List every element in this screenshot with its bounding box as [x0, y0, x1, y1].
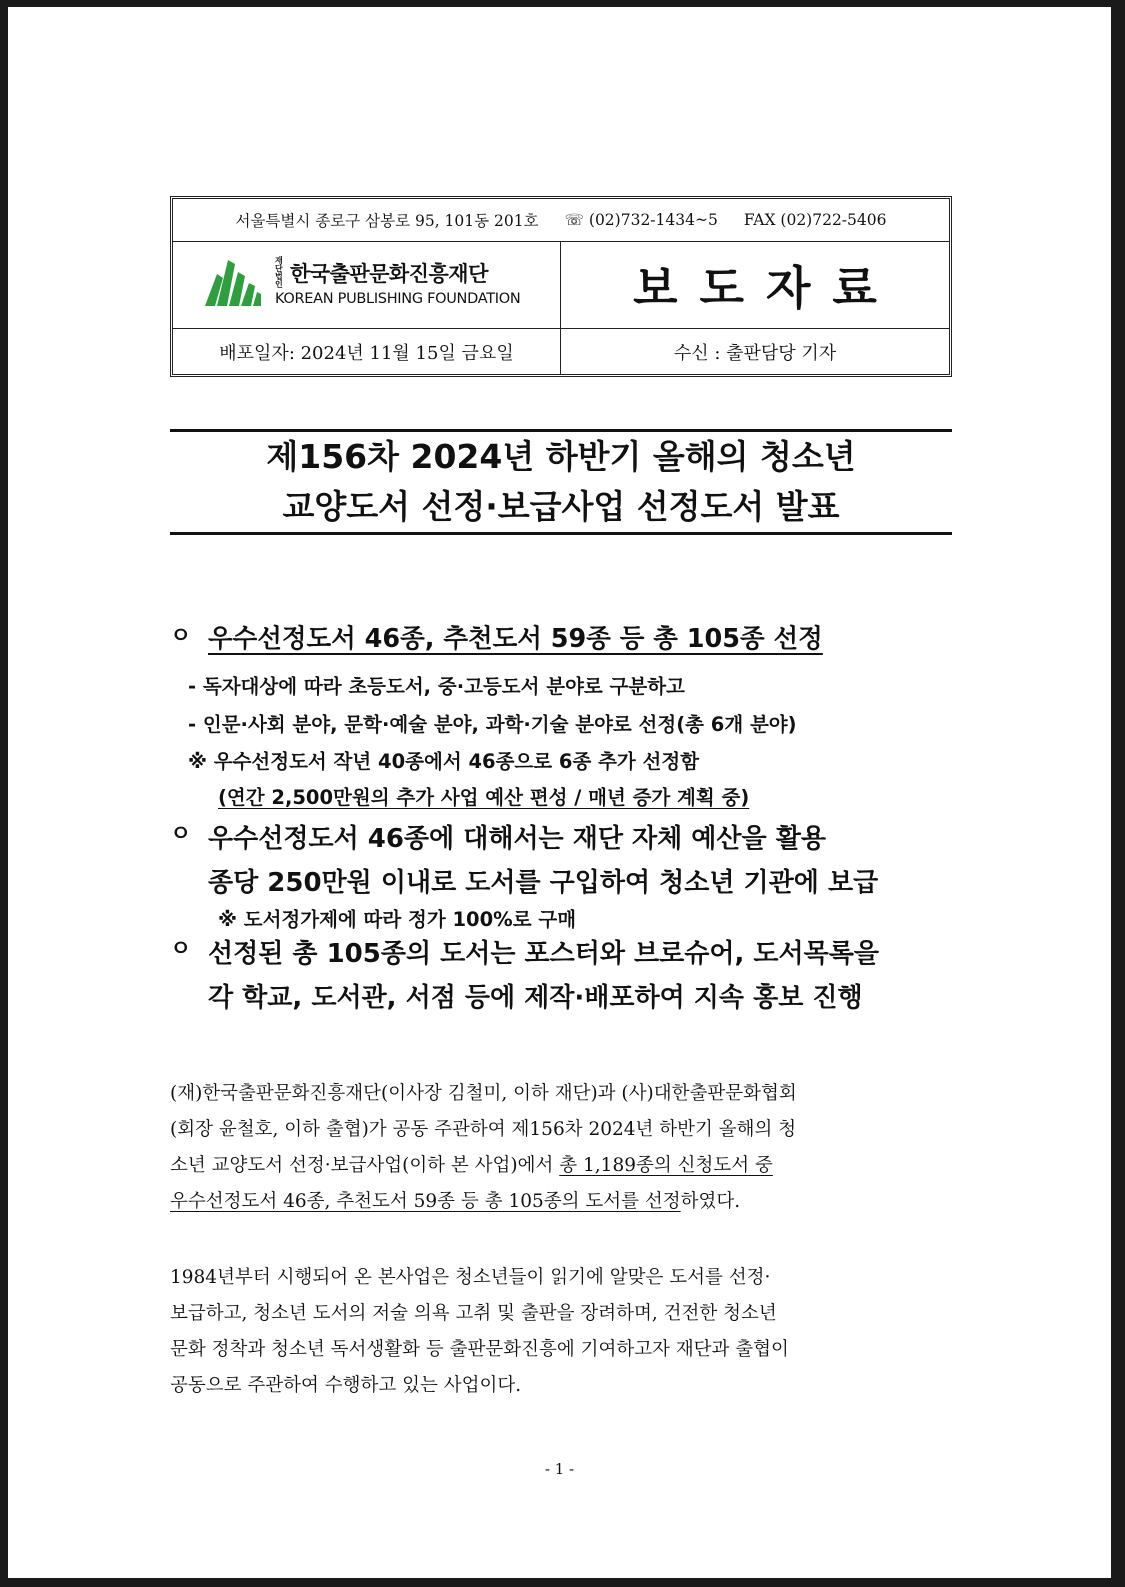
table-divider — [560, 242, 561, 374]
distribution-date: 배포일자: 2024년 11월 15일 금요일 — [219, 342, 514, 364]
bullet-mark: ㅇ — [170, 822, 192, 847]
body-paragraph-1 — [170, 1076, 954, 1220]
contact-row — [173, 199, 949, 242]
bullet-1 — [170, 619, 823, 655]
headline-line-2: 교양도서 선정·보급사업 선정도서 발표 — [282, 487, 840, 526]
bullet-3 — [170, 932, 879, 1020]
p1-line-2: (회장 윤철호, 이하 출협)가 공동 주관하여 제156차 2024년 하반기 올해의 청 — [170, 1119, 797, 1140]
bullet-2 — [170, 817, 878, 905]
body-paragraph-2 — [170, 1260, 954, 1404]
bullet-2-line-2: 종당 250만원 이내로 도서를 구입하여 청소년 기관에 보급 — [208, 868, 879, 898]
bullet-1-sub-1: - 독자대상에 따라 초등도서, 중·고등도서 분야로 구분하고 — [188, 675, 685, 698]
phone-number: ☏ (02)732-1434~5 — [564, 211, 718, 229]
bullet-1-text: 우수선정도서 46종, 추천도서 59종 등 총 105종 선정 — [208, 624, 823, 654]
bullet-2-line-1: 우수선정도서 46종에 대해서는 재단 자체 예산을 활용 — [208, 824, 826, 854]
address: 서울특별시 종로구 삼봉로 95, 101동 201호 — [235, 212, 539, 230]
bullet-1-note: ※ 우수선정도서 작년 40종에서 46종으로 6종 추가 선정함 — [188, 750, 700, 773]
p2-line-2: 보급하고, 청소년 도서의 저술 의욕 고취 및 출판을 장려하며, 건전한 청소년 — [170, 1303, 777, 1324]
p2-line-3: 문화 정착과 청소년 독서생활화 등 출판문화진흥에 기여하고자 재단과 출협이 — [170, 1339, 789, 1360]
page-number: - 1 - — [544, 1460, 575, 1478]
foundation-logo-icon — [205, 256, 261, 308]
bullet-1-sub-2: - 인문·사회 분야, 문학·예술 분야, 과학·기술 분야로 선정(총 6개 분야) — [188, 713, 797, 736]
document-page — [8, 7, 1111, 1578]
p1-line-3 — [170, 1148, 954, 1184]
bullet-mark: ㅇ — [170, 937, 192, 962]
logo-title-row — [173, 242, 949, 329]
p1-line-4a-underlined: 우수선정도서 46종, 추천도서 59종 등 총 105종의 도서를 선정 — [170, 1191, 681, 1212]
p2-line-1: 1984년부터 시행되어 온 본사업은 청소년들이 읽기에 알맞은 도서를 선정· — [170, 1267, 771, 1288]
headline-line-1: 제156차 2024년 하반기 올해의 청소년 — [266, 437, 856, 476]
p1-line-3a: 소년 교양도서 선정·보급사업(이하 본 사업)에서 — [170, 1155, 560, 1176]
logo-prefix: 재단법인 — [275, 256, 283, 289]
p1-line-1: (재)한국출판문화진흥재단(이사장 김철미, 이하 재단)과 (사)대한출판문화협회 — [170, 1083, 797, 1104]
p1-line-4b: 하였다. — [680, 1191, 741, 1212]
bullet-mark: ㅇ — [170, 624, 192, 649]
headline — [170, 429, 952, 535]
bullet-3-line-1: 선정된 총 105종의 도서는 포스터와 브로슈어, 도서목록을 — [208, 939, 880, 969]
bullet-1-note-detail: (연간 2,500만원의 추가 사업 예산 편성 / 매년 증가 계획 중) — [218, 786, 750, 809]
p2-line-4: 공동으로 주관하여 수행하고 있는 사업이다. — [170, 1375, 522, 1396]
bullet-3-line-2: 각 학교, 도서관, 서점 등에 제작·배포하여 지속 홍보 진행 — [208, 983, 863, 1013]
fax-number: FAX (02)722-5406 — [743, 211, 887, 229]
bullet-2-note: ※ 도서정가제에 따라 정가 100%로 구매 — [218, 908, 577, 931]
foundation-name-english: KOREAN PUBLISHING FOUNDATION — [275, 291, 521, 307]
distribution-row — [173, 329, 949, 374]
press-release-header-table — [170, 196, 952, 377]
recipient: 수신 : 출판담당 기자 — [673, 342, 837, 364]
foundation-name-korean: 한국출판문화진흥재단 — [290, 262, 488, 286]
press-release-title: 보도자료 — [633, 261, 899, 315]
p1-line-4 — [170, 1184, 954, 1220]
p1-line-3b-underlined: 총 1,189종의 신청도서 중 — [559, 1155, 773, 1176]
foundation-logo — [205, 256, 520, 308]
